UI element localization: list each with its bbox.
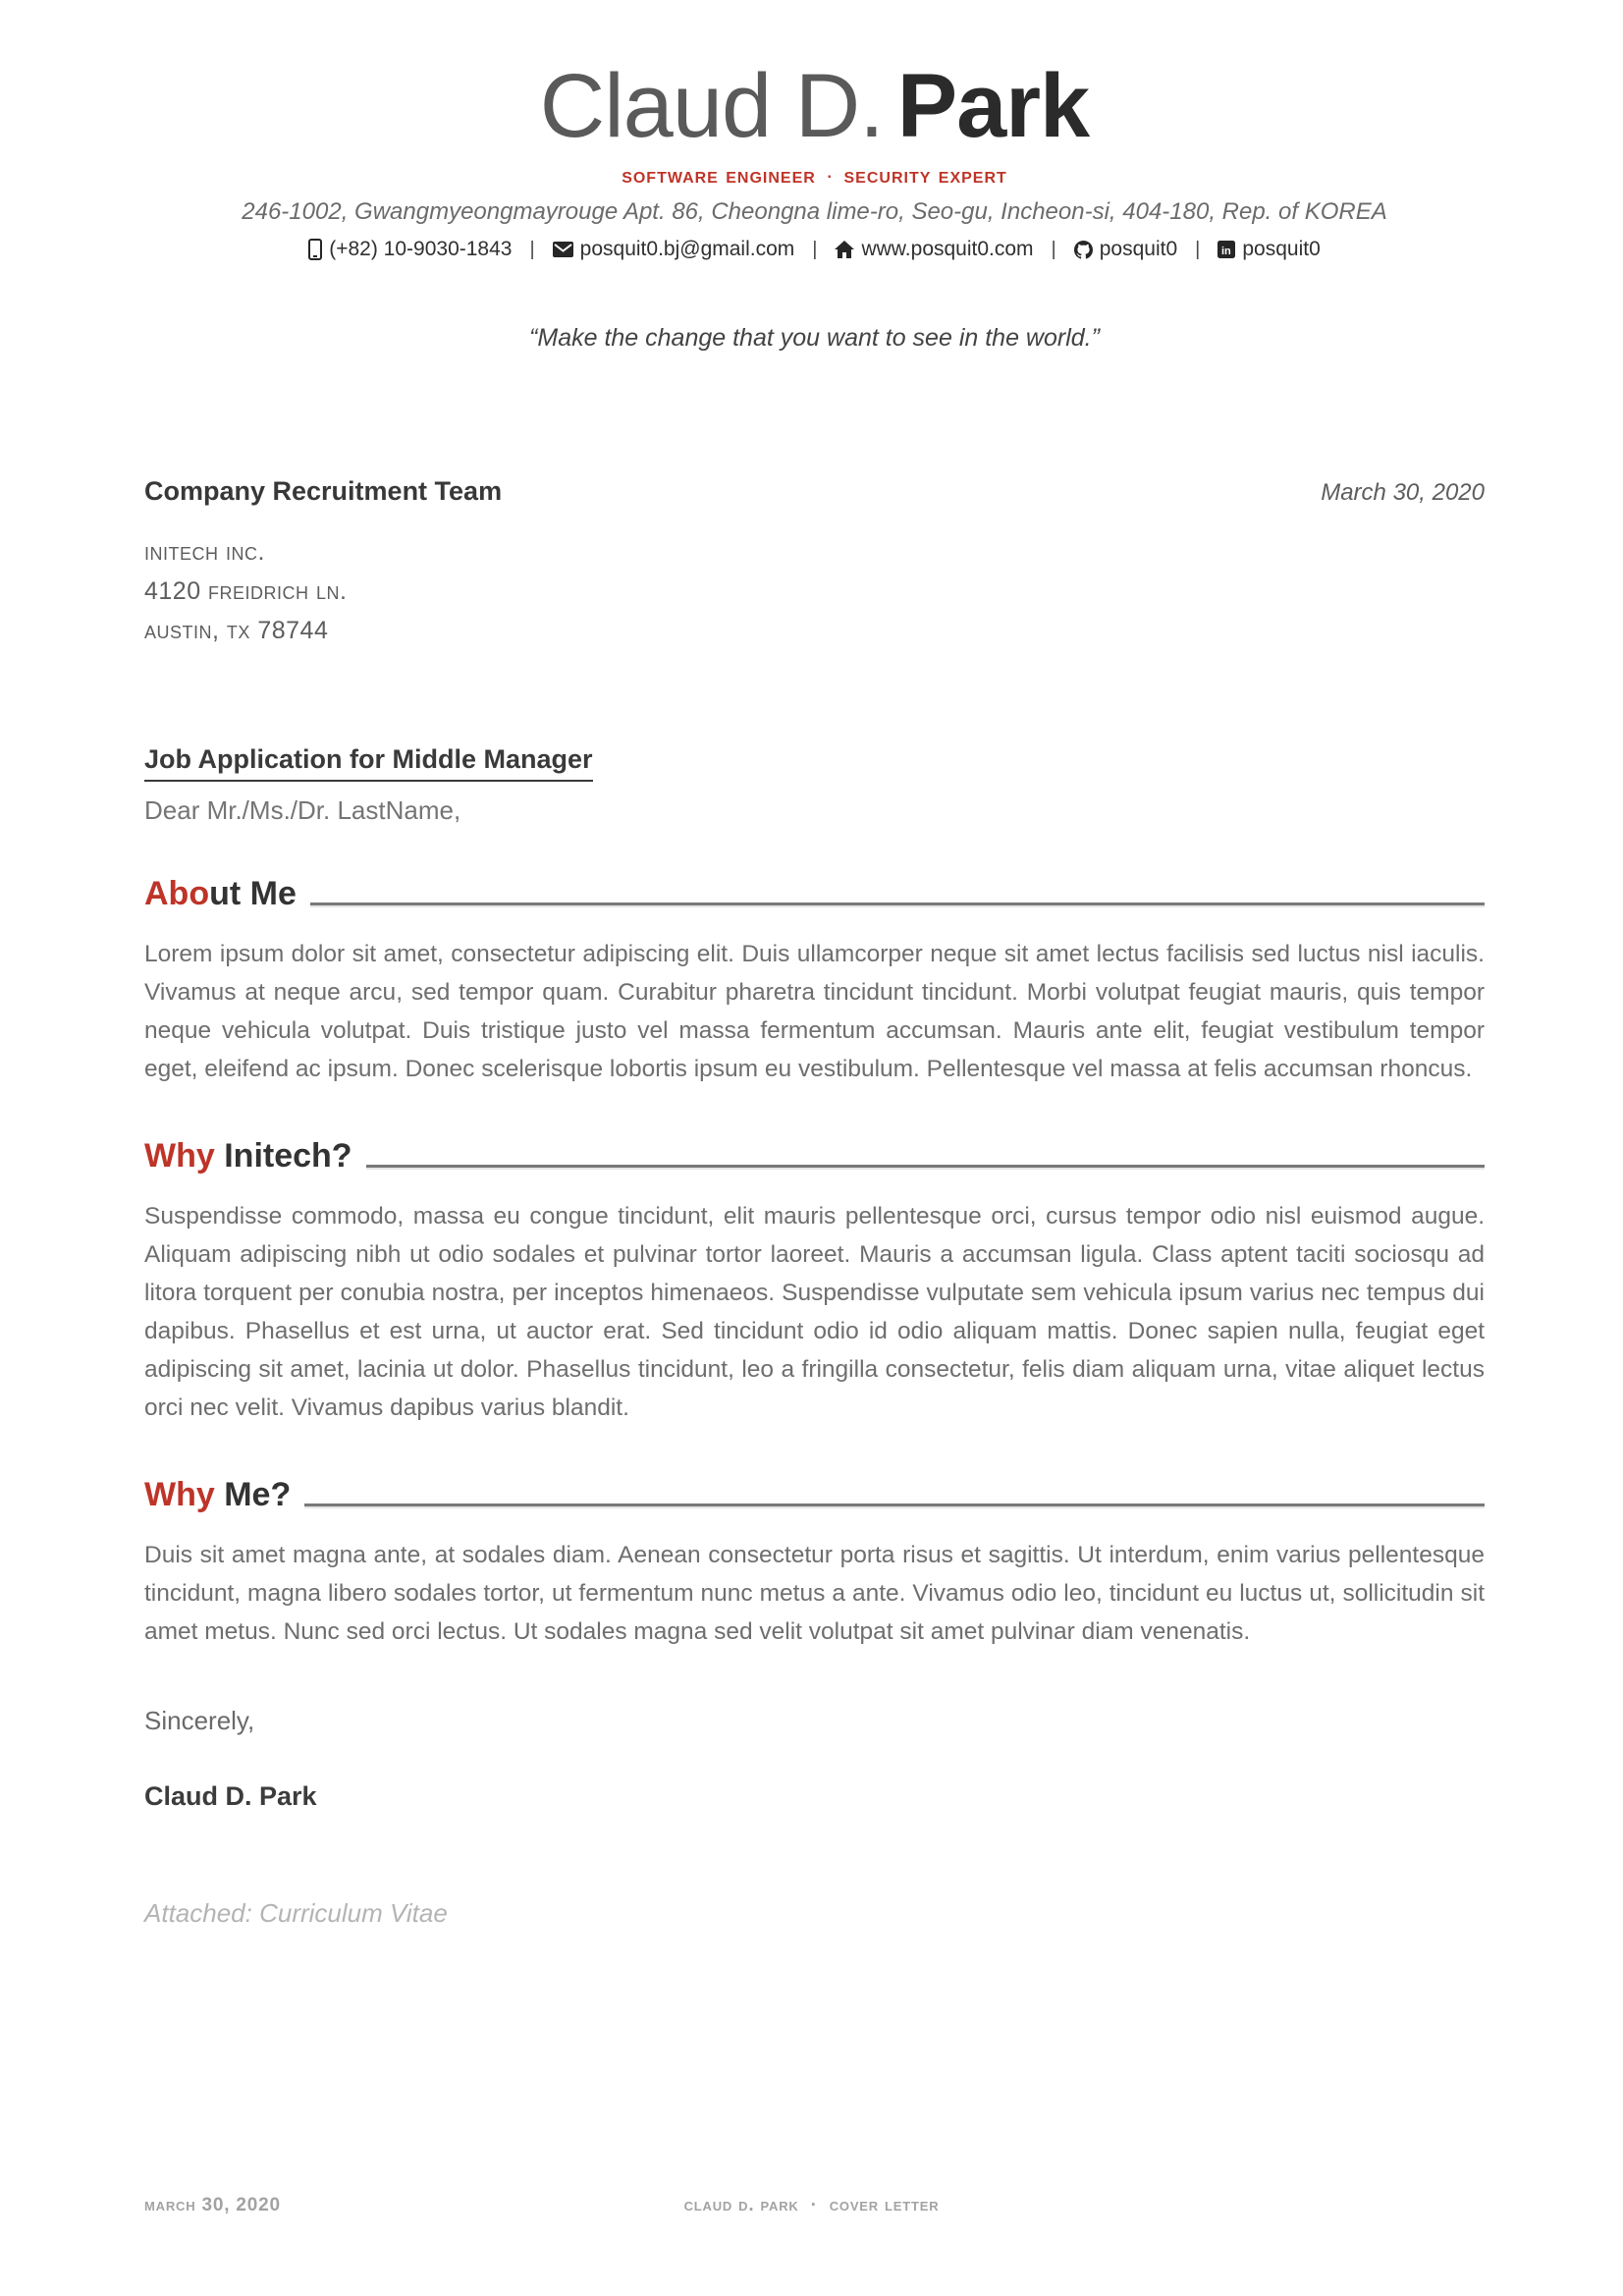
attachment-note: Attached: Curriculum Vitae [144,1898,448,1929]
section-heading [144,1476,1485,1514]
salutation: Dear Mr./Ms./Dr. LastName, [144,795,461,826]
email-address: posquit0.bj@gmail.com [579,238,795,261]
section-title-accent: Why [144,1476,215,1514]
section-heading [144,875,1485,913]
section-title [144,1137,352,1175]
footer-doc-type: cover letter [829,2195,940,2215]
footer-title [0,2195,1623,2216]
footer-separator: · [810,2195,818,2215]
contact-separator: | [1051,238,1056,260]
author-first-name: Claud D. [539,56,884,156]
author-name [144,57,1485,156]
section-title-accent: Abo [144,875,210,913]
tagline-role-1: software engineer [622,162,816,189]
section-rule [366,1165,1485,1168]
contact-separator: | [529,238,535,260]
section-title [144,1476,291,1514]
letter-date: March 30, 2020 [1321,479,1485,507]
linkedin-username: posquit0 [1242,238,1321,261]
phone-number: (+82) 10-9030-1843 [329,238,513,261]
section-body: Duis sit amet magna ante, at sodales diam. Aenean consectetur porta risus et sagittis. Ut interdum, enim varius pellentesque tincidunt, magna libero sodales tortor, ut fermentum nunc metus a ante. Vivamus odio leo, tincidunt eu luctus ut, sollicitudin sit amet metus. Nunc sed orci lectus. Ut sodales magna sed velit volutpat sit amet pulvinar diam venenatis. [144,1542,1485,1646]
section-body: Lorem ipsum dolor sit amet, consectetur adipiscing elit. Duis ullamcorper neque sit amet lectus facilisis sed luctus nisl iaculis. Vivamus at neque arcu, sed tempor quam. Curabitur pharetra tincidunt tincidunt. Morbi volutpat feugiat mauris, quis tempor neque vehicula volutpat. Duis tristique justo vel massa fermentum accumsan. Mauris ante elit, feugiat vestibulum tempor eget, eleifend ac ipsum. Donec scelerisque lobortis ipsum eu vestibulum. Pellentesque vel massa at felis accumsan rhoncus. [144,941,1485,1083]
contact-separator: | [1195,238,1201,260]
linkedin-link[interactable] [1217,238,1320,261]
mobile-icon [308,239,322,260]
recipient-address [144,532,1485,650]
section-rule [310,902,1485,905]
website-url: www.posquit0.com [861,238,1034,261]
closing: Sincerely, [144,1706,255,1736]
github-icon [1074,241,1093,259]
section-why-initech [144,1137,1485,1427]
letter-subject: Job Application for Middle Manager [144,744,593,782]
envelope-icon [553,242,573,257]
github-username: posquit0 [1099,238,1178,261]
github-link[interactable] [1074,238,1177,261]
section-why-me [144,1476,1485,1651]
section-title-accent: Why [144,1137,215,1175]
tagline-separator: · [825,162,835,189]
section-title-rest: Me? [214,1476,292,1514]
author-tagline [144,162,1485,189]
recipient-title: Company Recruitment Team [144,476,503,507]
linkedin-icon [1217,241,1235,258]
section-body: Suspendisse commodo, massa eu congue tincidunt, elit mauris pellentesque orci, cursus tempor odio nisl euismod augue. Aliquam adipiscing nibh ut odio sodales et pulvinar tortor laoreet. Mauris a accumsan ligula. Class aptent taciti sociosqu ad litora torquent per conubia nostra, per inceptos himenaeos. Suspendisse vulputate sem vehicula ipsum varius nec tempus dui dapibus. Phasellus et est urna, ut auctor erat. Sed tincidunt odio id odio aliquam mattis. Donec sapien nulla, feugiat eget adipiscing sit amet, lacinia ut dolor. Phasellus tincidunt, leo a fringilla consectetur, felis diam aliquam urna, vitae aliquet lectus orci nec velit. Vivamus dapibus varius blandit. [144,1203,1485,1422]
section-title [144,875,297,913]
section-heading [144,1137,1485,1175]
website-link[interactable] [835,238,1033,261]
email-link[interactable] [553,238,795,261]
contact-separator: | [812,238,818,260]
svg-text:in: in [1221,246,1232,258]
section-title-rest: ut Me [209,875,297,913]
author-last-name: Park [896,56,1090,156]
recipient-row [144,476,1485,507]
personal-quote: “Make the change that you want to see in the world.” [529,324,1100,353]
letter-header [144,57,1485,353]
author-address: 246-1002, Gwangmyeongmayrouge Apt. 86, Cheongna lime-ro, Seo-gu, Incheon-si, 404-180, Rep. of KOREA [242,198,1387,226]
home-icon [835,241,854,258]
contact-line [144,238,1485,261]
section-title-rest: Initech? [214,1137,352,1175]
signature-name: Claud D. Park [144,1781,317,1812]
page-footer [0,2195,1623,2224]
footer-author: claud d. park [683,2195,799,2215]
section-about-me [144,875,1485,1088]
tagline-role-2: security expert [843,162,1007,189]
recipient-address-line: initech inc. [144,538,265,567]
footer-date: march 30, 2020 [144,2195,281,2215]
section-rule [304,1503,1485,1506]
recipient-address-line: 4120 freidrich ln. [144,577,348,606]
phone-contact [308,238,512,261]
recipient-address-line: austin, tx 78744 [144,617,329,645]
